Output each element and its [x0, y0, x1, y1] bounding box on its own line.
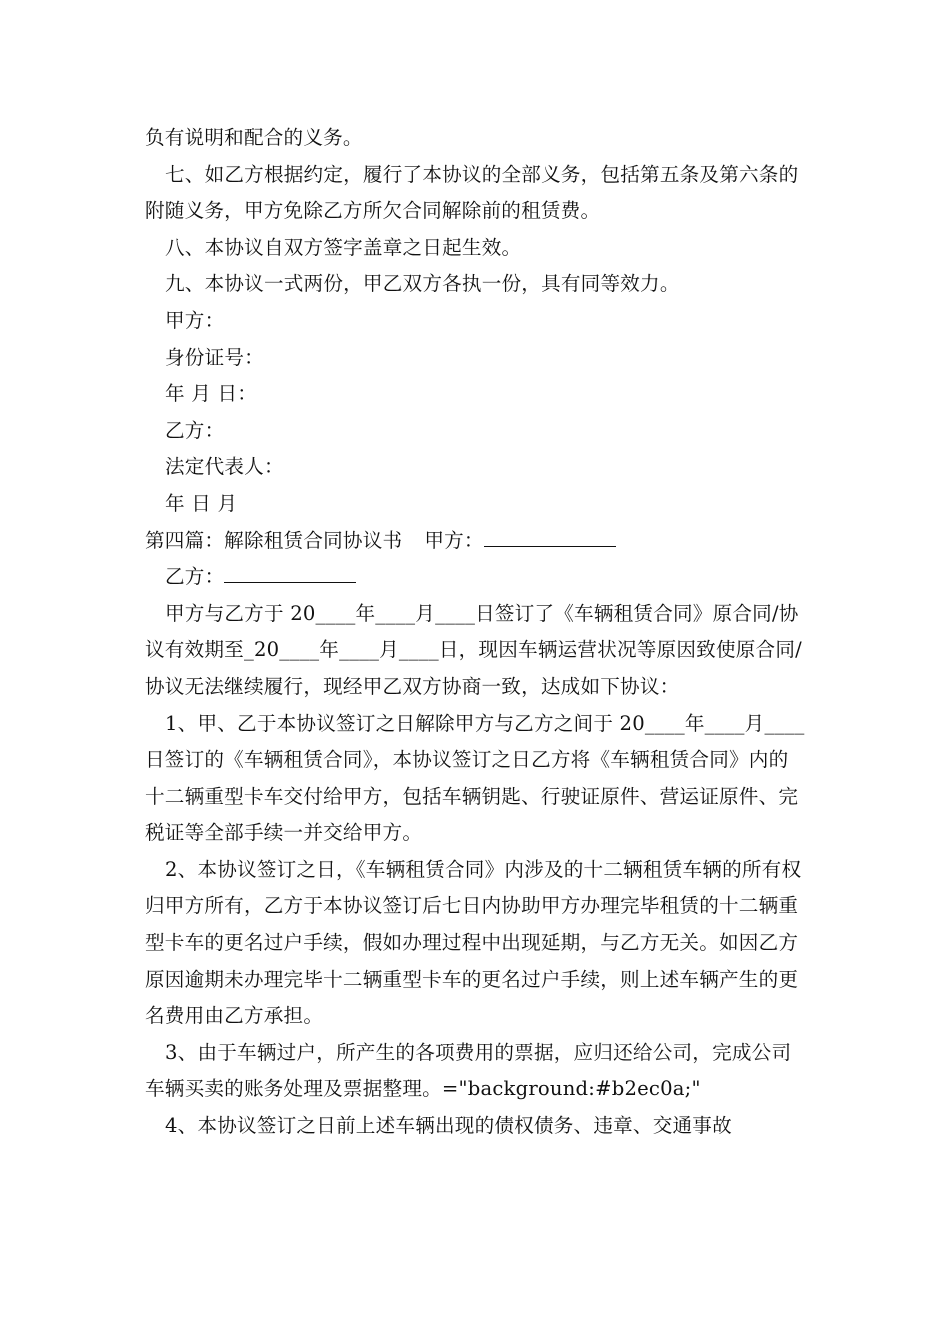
clause-7: 七、如乙方根据约定，履行了本协议的全部义务，包括第五条及第六条的附随义务，甲方免除乙方所欠合同解除前的租赁费。 — [145, 162, 799, 223]
id-number-label: 身份证号： — [165, 345, 264, 369]
legal-representative-label: 法定代表人： — [165, 455, 284, 479]
party-a-blank — [484, 524, 616, 547]
date-label-b: 年 日 月 — [165, 491, 238, 515]
party-a-heading-label: 甲方： — [424, 528, 484, 552]
section-four-title: 第四篇：解除租赁合同协议书 — [145, 528, 403, 552]
party-b-heading-label: 乙方： — [165, 565, 225, 589]
clause-9: 九、本协议一式两份，甲乙双方各执一份，具有同等效力。 — [165, 272, 680, 296]
article-3: 3、由于车辆过户，所产生的各项费用的票据，应归还给公司，完成公司车辆买卖的账务处理及票据整理。="background:#b2ec0a;" — [145, 1040, 792, 1101]
article-2: 2、本协议签订之日，《车辆租赁合同》内涉及的十二辆租赁车辆的所有权归甲方所有，乙方于本协议签订后七日内协助甲方办理完毕租赁的十二辆重型卡车的更名过户手续，假如办理过程中出现延期，与乙方无关。如因乙方原因逾期未办理完毕十二辆重型卡车的更名过户手续，则上述车辆产生的更名费用由乙方承担。 — [145, 857, 802, 1028]
date-label-a: 年 月 日： — [165, 382, 258, 406]
party-b-heading — [145, 559, 807, 596]
party-b-label: 乙方： — [165, 418, 225, 442]
agreement-preamble: 甲方与乙方于 20____年____月____日签订了《车辆租赁合同》原合同/协议有效期至_20____年____月____日，现因车辆运营状况等原因致使原合同/协议无法继续履行，现经甲乙双方协商一致，达成如下协议： — [145, 601, 802, 698]
party-b-blank — [224, 560, 356, 583]
paragraph-obligation-end: 负有说明和配合的义务。 — [145, 126, 363, 149]
clause-8: 八、本协议自双方签字盖章之日起生效。 — [165, 235, 522, 259]
party-a-label: 甲方： — [165, 308, 225, 332]
article-4: 4、本协议签订之日前上述车辆出现的债权债务、违章、交通事故 — [165, 1114, 732, 1138]
article-1: 1、甲、乙于本协议签订之日解除甲方与乙方之间于 20____年____月____日签订的《车辆租赁合同》，本协议签订之日乙方将《车辆租赁合同》内的十二辆重型卡车交付给甲方，包括车辆钥匙、行驶证原件、营运证原件、完税证等全部手续一并交给甲方。 — [145, 711, 805, 845]
document-body — [145, 120, 807, 1145]
section-four-heading — [145, 523, 807, 560]
